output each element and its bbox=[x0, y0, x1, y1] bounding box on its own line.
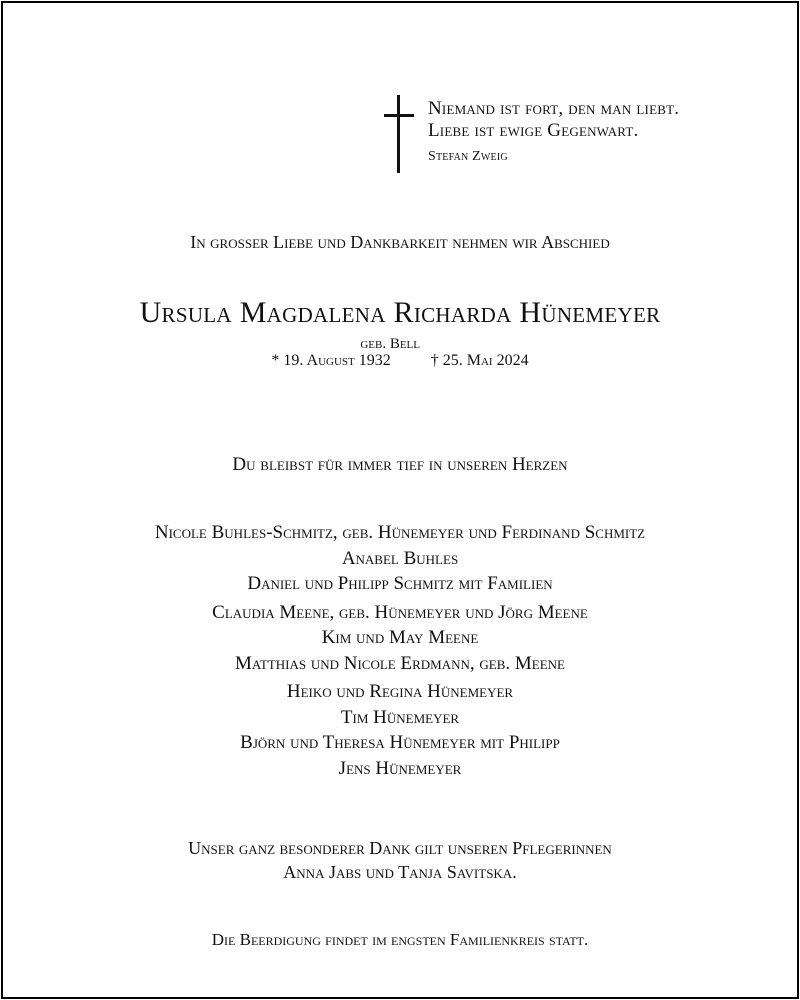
family-list bbox=[0, 520, 800, 784]
quote-line: Niemand ist fort, den man liebt. bbox=[428, 98, 680, 119]
family-group bbox=[0, 600, 800, 677]
thanks-line: Unser ganz besonderer Dank gilt unseren Pflegerinnen bbox=[188, 838, 612, 858]
deceased-name: Ursula Magdalena Richarda Hünemeyer bbox=[139, 296, 661, 329]
thanks-line: Anna Jabs und Tanja Savitska. bbox=[283, 862, 517, 882]
family-line: Tim Hünemeyer bbox=[340, 706, 460, 728]
family-line: Björn und Theresa Hünemeyer mit Philipp bbox=[240, 732, 560, 753]
quote-block bbox=[428, 98, 679, 166]
birth-date: * 19. August 1932 bbox=[271, 352, 391, 369]
family-line: Nicole Buhles-Schmitz, geb. Hünemeyer und Ferdinand Schmitz bbox=[154, 522, 646, 543]
family-line: Heiko und Regina Hünemeyer bbox=[286, 681, 514, 702]
family-line: Matthias und Nicole Erdmann, geb. Meene bbox=[235, 652, 565, 674]
thanks-text bbox=[0, 836, 800, 884]
family-line: Daniel und Philipp Schmitz mit Familien bbox=[247, 573, 553, 594]
funeral-note: Die Beerdigung findet im engsten Familienkreis statt. bbox=[211, 930, 589, 949]
cross-icon bbox=[384, 95, 414, 173]
family-group bbox=[0, 679, 800, 781]
quote-author: Stefan Zweig bbox=[428, 149, 508, 164]
family-group bbox=[0, 520, 800, 597]
intro-text: In grosser Liebe und Dankbarkeit nehmen wir Abschied bbox=[190, 232, 610, 252]
family-line: Claudia Meene, geb. Hünemeyer und Jörg Meene bbox=[212, 601, 588, 623]
motto-text: Du bleibst für immer tief in unseren Herzen bbox=[232, 454, 568, 475]
family-line: Kim und May Meene bbox=[321, 627, 479, 648]
life-dates bbox=[0, 352, 800, 370]
birth-name: geb. Bell bbox=[360, 336, 420, 352]
death-date: † 25. Mai 2024 bbox=[430, 352, 529, 369]
quote-line: Liebe ist ewige Gegenwart. bbox=[428, 120, 639, 141]
family-line: Jens Hünemeyer bbox=[338, 757, 462, 779]
family-line: Anabel Buhles bbox=[341, 547, 459, 569]
